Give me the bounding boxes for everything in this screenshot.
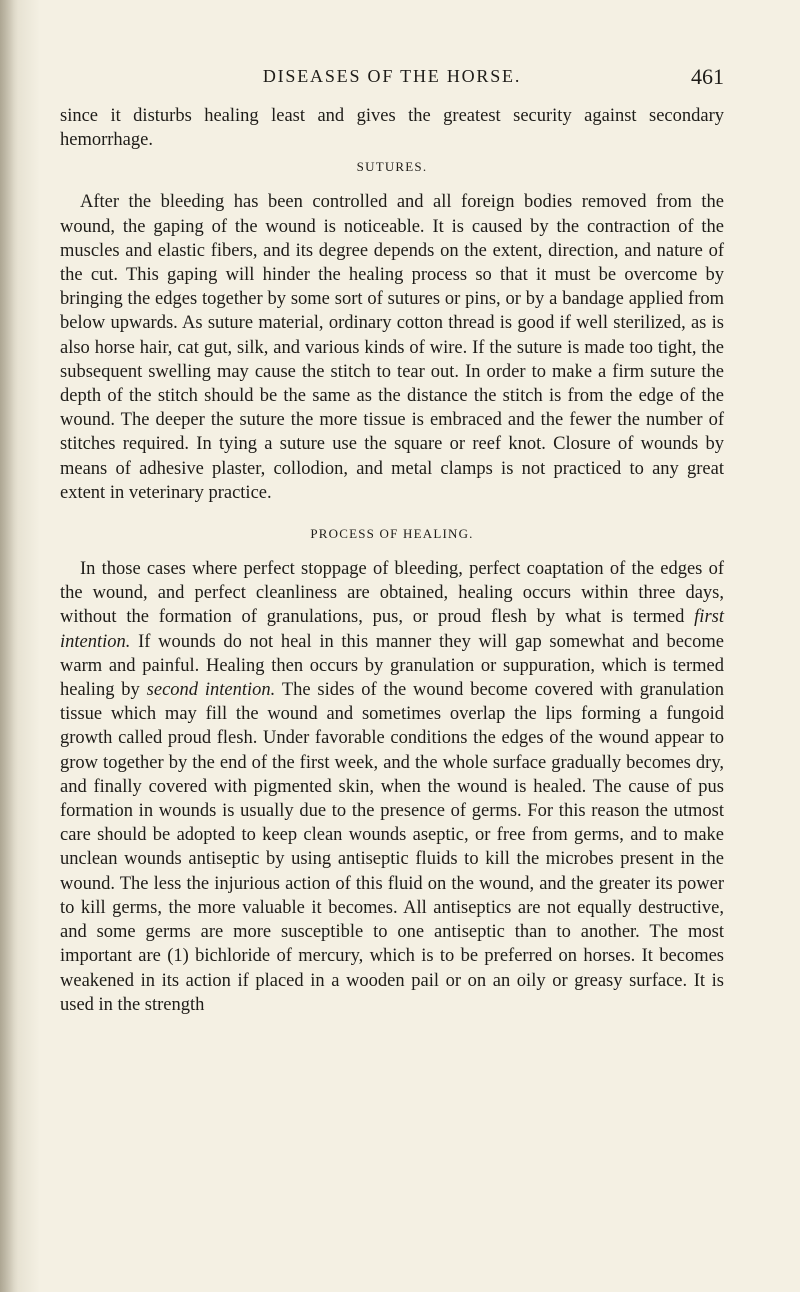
- page-title: DISEASES OF THE HORSE.: [262, 66, 522, 86]
- paragraph-sutures: After the bleeding has been controlled and all foreign bodies removed from the wound, the gaping of the wound is noticeable. It is caused by the contraction of the muscles and elastic fibers, and its degree depends on the extent, direction, and nature of the cut. This gaping will hinder the healing process so that it must be overcome by bringing the edges together by some sort of sutures or pins, or by a bandage applied from below upwards. As suture material, ordinary cotton thread is good if well sterilized, as is also horse hair, cat gut, silk, and various kinds of wire. If the suture is made too tight, the subsequent swelling may cause the stitch to tear out. In order to make a firm suture the depth of the stitch should be the same as the distance the stitch is from the edge of the wound. The deeper the suture the more tissue is embraced and the fewer the number of stitches required. In tying a suture use the square or reef knot. Closure of wounds by means of adhesive plaster, collodion, and metal clamps is not practiced to any great extent in veterinary practice.: [60, 192, 724, 503]
- paragraph-continuation: since it disturbs healing least and gives the greatest security against secondary hemorrhage.: [60, 106, 724, 151]
- text-span: If wounds do not heal in this manner they will gap somewhat and become warm and painful. Healing then occurs by granulation or suppuration, which is termed healing by: [60, 631, 724, 701]
- page-number: 461: [691, 64, 724, 89]
- italic-term-first-intention: first intention.: [60, 607, 724, 652]
- spine-shadow: [0, 0, 18, 1292]
- paragraph-process-of-healing: [60, 557, 724, 1017]
- running-head: [60, 66, 724, 92]
- text-span: The sides of the wound become covered with granulation tissue which may fill the wound and sometimes overlap the lips forming a fungoid growth called proud flesh. Under favorable conditions the edges of the wound appear to grow together by the end of the first week, and the whole surface gradually becomes dry, and finally covered with pigmented skin, when the wound is healed. The cause of pus formation in wounds is usually due to the presence of germs. For this reason the utmost care should be adopted to keep clean wounds aseptic, or free from germs, and to make unclean wounds antiseptic by using antiseptic fluids to kill the microbes present in the wound. The less the injurious action of this fluid on the wound, and the greater its power to kill germs, the more valuable it becomes. All antiseptics are not equally destructive, and some germs are more susceptible to one antiseptic than to another. The most important are (1) bichloride of mercury, which is to be preferred on horses. It becomes weakened in its action if placed in a wooden pail or on an oily or greasy surface. It is used in the strength: [60, 680, 724, 1015]
- italic-term-second-intention: second intention.: [146, 680, 276, 701]
- section-heading-process-of-healing: PROCESS OF HEALING.: [310, 526, 474, 542]
- body-text: [60, 104, 724, 1017]
- section-heading-sutures: SUTURES.: [356, 159, 428, 175]
- text-span: In those cases where perfect stoppage of bleeding, perfect coaptation of the edges of the wound, and perfect cleanliness are obtained, healing occurs within three days, without the formation of granulations, pus, or proud flesh by what is termed: [60, 559, 724, 628]
